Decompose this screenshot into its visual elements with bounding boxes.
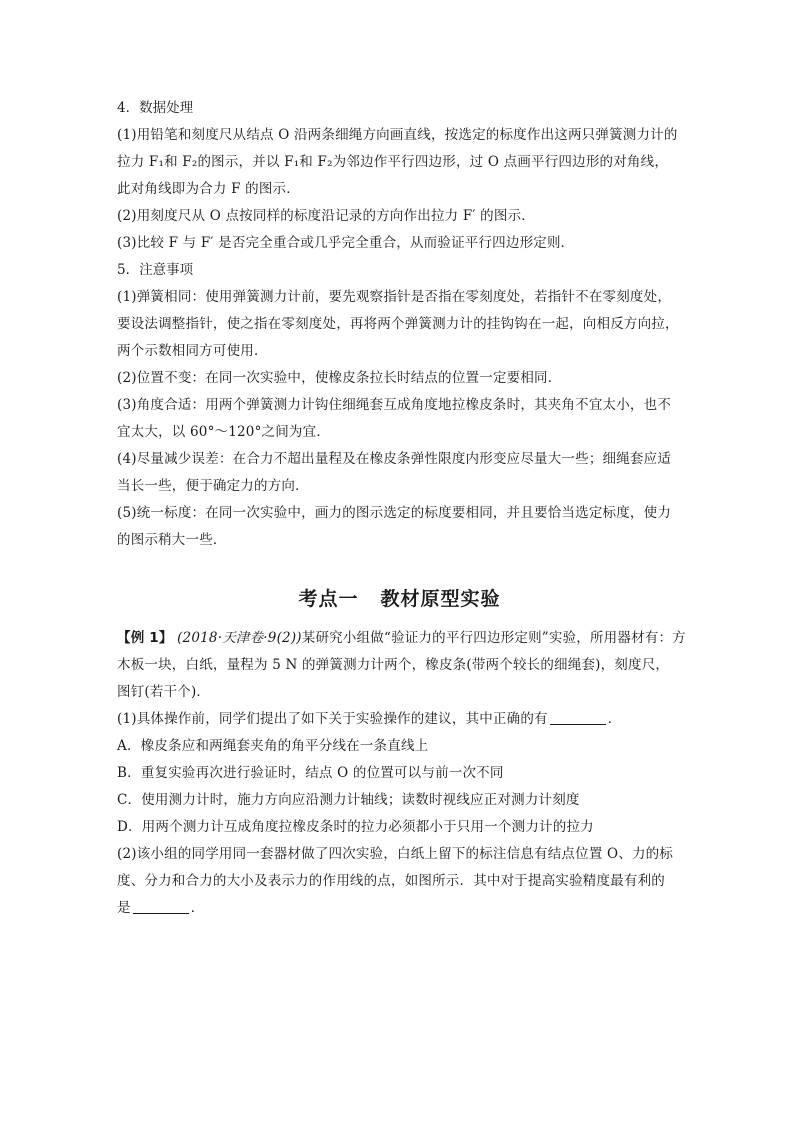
section-4-heading: 4．数据处理 xyxy=(117,100,194,116)
section-5-p5-line-1: (5)统一标度：在同一次实验中，画力的图示选定的标度要相同，并且要恰当选定标度，使力 xyxy=(117,505,672,521)
question-2-line-1: (2)该小组的同学用同一套器材做了四次实验，白纸上留下的标注信息有结点位置 O、力的标 xyxy=(117,846,674,862)
question-2-line-2: 度、分力和合力的大小及表示力的作用线的点，如图所示．其中对于提高实验精度最有利的 xyxy=(117,873,665,889)
section-4-p1-line-1: (1)用铅笔和刻度尺从结点 O 沿两条细绳方向画直线，按选定的标度作出这两只弹簧测力计的 xyxy=(117,127,678,143)
question-1-end: ． xyxy=(607,711,622,727)
question-1 xyxy=(117,706,682,733)
section-4-p3: (3)比较 F 与 F′ 是否完全重合或几乎完全重合，从而验证平行四边形定则． xyxy=(117,235,575,251)
example-source: (2018·天津卷·9(2)) xyxy=(177,630,302,646)
answer-blank-2[interactable] xyxy=(133,899,189,914)
section-4-p1-line-3: 此对角线即为合力 F 的图示． xyxy=(117,181,300,197)
answer-blank-1[interactable] xyxy=(550,710,606,725)
section-5-p5-line-2: 的图示稍大一些． xyxy=(117,532,227,548)
section-5-p1-line-1: (1)弹簧相同：使用弹簧测力计前，要先观察指针是否指在零刻度处，若指针不在零刻度处， xyxy=(117,289,672,305)
section-5-p1-line-2: 要设法调整指针，使之指在零刻度处，再将两个弹簧测力计的挂钩钩在一起，向相反方向拉， xyxy=(117,316,679,332)
section-5-p2: (2)位置不变：在同一次实验中，使橡皮条拉长时结点的位置一定要相同． xyxy=(117,370,562,386)
section-5-p4-line-1: (4)尽量减少误差：在合力不超出量程及在橡皮条弹性限度内形变应尽量大一些；细绳套应适 xyxy=(117,451,672,467)
option-c: C．使用测力计时，施力方向应沿测力计轴线；读数时视线应正对测力计刻度 xyxy=(117,792,580,808)
topic-title-part-1: 考点一 xyxy=(298,588,359,610)
document-page xyxy=(117,95,686,922)
example-intro-line-3: 图钉(若干个)． xyxy=(117,684,211,700)
topic-title xyxy=(117,584,682,611)
section-5-p3-line-2: 宜太大，以 60°～120°之间为宜． xyxy=(117,424,331,440)
section-4-p2: (2)用刻度尺从 O 点按同样的标度沿记录的方向作出拉力 F′ 的图示． xyxy=(117,208,535,224)
question-2-last-text: 是 xyxy=(117,900,131,916)
option-b: B．重复实验再次进行验证时，结点 O 的位置可以与前一次不同 xyxy=(117,765,504,781)
section-5-p4-line-2: 当长一些，便于确定力的方向． xyxy=(117,478,309,494)
question-2-end: ． xyxy=(190,900,205,916)
question-1-text: (1)具体操作前，同学们提出了如下关于实验操作的建议，其中正确的有 xyxy=(117,711,548,727)
example-intro-line-1 xyxy=(117,625,686,652)
section-5-heading: 5．注意事项 xyxy=(117,262,194,278)
example-intro-line-2: 木板一块，白纸，量程为 5 N 的弹簧测力计两个，橡皮条(带两个较长的细绳套)，刻度尺， xyxy=(117,657,670,673)
topic-title-part-2: 教材原型实验 xyxy=(380,588,501,610)
option-d: D．用两个测力计互成角度拉橡皮条时的拉力必须都小于只用一个测力计的拉力 xyxy=(117,819,594,835)
example-intro-text: 某研究小组做“验证力的平行四边形定则”实验，所用器材有：方 xyxy=(301,630,686,646)
question-2-line-3 xyxy=(117,895,682,922)
example-label: 【例 1】 xyxy=(117,630,173,646)
section-5-p1-line-3: 两个示数相同方可使用． xyxy=(117,343,268,359)
option-a: A．橡皮条应和两绳套夹角的角平分线在一条直线上 xyxy=(117,738,429,754)
section-5-p3-line-1: (3)角度合适：用两个弹簧测力计钩住细绳套互成角度地拉橡皮条时，其夹角不宜太小，也不 xyxy=(117,397,672,413)
section-4-p1-line-2: 拉力 F₁和 F₂的图示，并以 F₁和 F₂为邻边作平行四边形，过 O 点画平行四边形的对角线， xyxy=(117,154,669,170)
